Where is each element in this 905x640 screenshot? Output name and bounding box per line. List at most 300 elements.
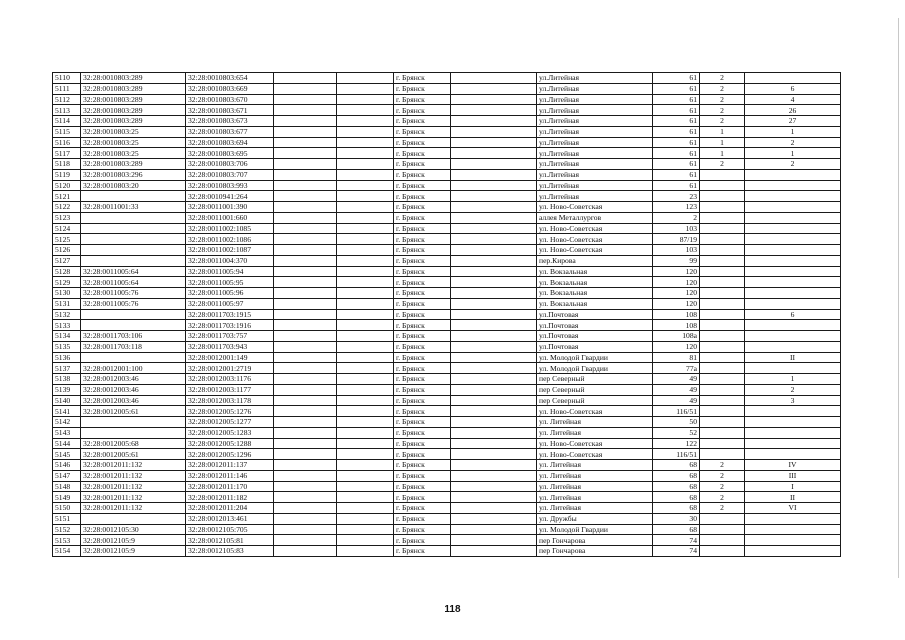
house-number-cell: 74 [653, 535, 700, 546]
row-number-cell: 5142 [53, 417, 81, 428]
street-cell: ул. Литейная [537, 417, 653, 428]
empty-cell [274, 363, 337, 374]
table-row [53, 266, 841, 277]
parcel-cadastral-number-cell: 32:28:0012011:132 [81, 470, 186, 481]
city-cell: г. Брянск [394, 288, 451, 299]
house-number-cell: 61 [653, 73, 700, 84]
empty-cell [337, 524, 394, 535]
empty-cell [274, 492, 337, 503]
letter-cell [745, 202, 841, 213]
table-row [53, 352, 841, 363]
row-number-cell: 5112 [53, 94, 81, 105]
building-cadastral-number-cell: 32:28:0012005:1283 [186, 427, 274, 438]
table-row [53, 94, 841, 105]
table-row [53, 470, 841, 481]
city-cell: г. Брянск [394, 223, 451, 234]
city-cell: г. Брянск [394, 535, 451, 546]
street-cell: ул.Литейная [537, 83, 653, 94]
street-cell: ул. Дружбы [537, 513, 653, 524]
empty-cell [337, 331, 394, 342]
table-row [53, 384, 841, 395]
empty-cell [451, 83, 537, 94]
city-cell: г. Брянск [394, 116, 451, 127]
building-number-cell [700, 202, 745, 213]
parcel-cadastral-number-cell: 32:28:0011005:64 [81, 277, 186, 288]
house-number-cell: 81 [653, 352, 700, 363]
row-number-cell: 5126 [53, 245, 81, 256]
house-number-cell: 49 [653, 395, 700, 406]
row-number-cell: 5128 [53, 266, 81, 277]
table-row [53, 427, 841, 438]
row-number-cell: 5122 [53, 202, 81, 213]
building-cadastral-number-cell: 32:28:0012013:461 [186, 513, 274, 524]
empty-cell [274, 73, 337, 84]
house-number-cell: 123 [653, 202, 700, 213]
street-cell: ул. Ново-Советская [537, 202, 653, 213]
empty-cell [337, 105, 394, 116]
letter-cell [745, 266, 841, 277]
city-cell: г. Брянск [394, 331, 451, 342]
building-number-cell: 2 [700, 83, 745, 94]
row-number-cell: 5151 [53, 513, 81, 524]
empty-cell [274, 438, 337, 449]
empty-cell [451, 449, 537, 460]
empty-cell [451, 406, 537, 417]
empty-cell [337, 320, 394, 331]
house-number-cell: 87/19 [653, 234, 700, 245]
parcel-cadastral-number-cell: 32:28:0010803:289 [81, 73, 186, 84]
letter-cell [745, 223, 841, 234]
building-number-cell: 2 [700, 481, 745, 492]
row-number-cell: 5137 [53, 363, 81, 374]
building-cadastral-number-cell: 32:28:0010803:654 [186, 73, 274, 84]
city-cell: г. Брянск [394, 298, 451, 309]
street-cell: ул.Литейная [537, 159, 653, 170]
table-row [53, 374, 841, 385]
building-number-cell [700, 309, 745, 320]
empty-cell [451, 513, 537, 524]
letter-cell [745, 277, 841, 288]
row-number-cell: 5131 [53, 298, 81, 309]
table-row [53, 524, 841, 535]
empty-cell [451, 223, 537, 234]
table-row [53, 363, 841, 374]
house-number-cell: 122 [653, 438, 700, 449]
empty-cell [451, 524, 537, 535]
row-number-cell: 5117 [53, 148, 81, 159]
street-cell: ул. Ново-Советская [537, 449, 653, 460]
empty-cell [274, 94, 337, 105]
letter-cell: 1 [745, 126, 841, 137]
empty-cell [274, 449, 337, 460]
parcel-cadastral-number-cell: 32:28:0011005:76 [81, 298, 186, 309]
parcel-cadastral-number-cell: 32:28:0011703:106 [81, 331, 186, 342]
empty-cell [451, 352, 537, 363]
letter-cell [745, 245, 841, 256]
parcel-cadastral-number-cell [81, 245, 186, 256]
empty-cell [274, 503, 337, 514]
letter-cell: III [745, 470, 841, 481]
empty-cell [337, 438, 394, 449]
building-cadastral-number-cell: 32:28:0012011:137 [186, 460, 274, 471]
empty-cell [337, 449, 394, 460]
letter-cell: 2 [745, 159, 841, 170]
empty-cell [337, 546, 394, 557]
letter-cell: IV [745, 460, 841, 471]
empty-cell [451, 341, 537, 352]
table-row [53, 148, 841, 159]
house-number-cell: 61 [653, 116, 700, 127]
parcel-cadastral-number-cell: 32:28:0010803:25 [81, 126, 186, 137]
building-number-cell: 2 [700, 159, 745, 170]
street-cell: ул. Молодой Гвардии [537, 363, 653, 374]
building-number-cell [700, 417, 745, 428]
empty-cell [451, 438, 537, 449]
house-number-cell: 120 [653, 288, 700, 299]
building-cadastral-number-cell: 32:28:0011002:1085 [186, 223, 274, 234]
city-cell: г. Брянск [394, 83, 451, 94]
building-number-cell [700, 438, 745, 449]
house-number-cell: 74 [653, 546, 700, 557]
city-cell: г. Брянск [394, 406, 451, 417]
building-cadastral-number-cell: 32:28:0010803:671 [186, 105, 274, 116]
empty-cell [274, 169, 337, 180]
empty-cell [451, 180, 537, 191]
house-number-cell: 68 [653, 503, 700, 514]
building-cadastral-number-cell: 32:28:0010803:673 [186, 116, 274, 127]
empty-cell [451, 105, 537, 116]
parcel-cadastral-number-cell: 32:28:0012005:61 [81, 449, 186, 460]
parcel-cadastral-number-cell: 32:28:0010803:20 [81, 180, 186, 191]
empty-cell [274, 395, 337, 406]
house-number-cell: 120 [653, 266, 700, 277]
empty-cell [451, 212, 537, 223]
building-number-cell [700, 255, 745, 266]
parcel-cadastral-number-cell: 32:28:0010803:296 [81, 169, 186, 180]
city-cell: г. Брянск [394, 309, 451, 320]
letter-cell: I [745, 481, 841, 492]
row-number-cell: 5116 [53, 137, 81, 148]
letter-cell [745, 288, 841, 299]
city-cell: г. Брянск [394, 395, 451, 406]
city-cell: г. Брянск [394, 320, 451, 331]
empty-cell [274, 105, 337, 116]
house-number-cell: 30 [653, 513, 700, 524]
empty-cell [337, 234, 394, 245]
city-cell: г. Брянск [394, 212, 451, 223]
building-cadastral-number-cell: 32:28:0011004:370 [186, 255, 274, 266]
row-number-cell: 5124 [53, 223, 81, 234]
house-number-cell: 120 [653, 298, 700, 309]
building-cadastral-number-cell: 32:28:0011703:943 [186, 341, 274, 352]
row-number-cell: 5140 [53, 395, 81, 406]
letter-cell [745, 438, 841, 449]
building-number-cell [700, 374, 745, 385]
street-cell: ул. Литейная [537, 460, 653, 471]
row-number-cell: 5111 [53, 83, 81, 94]
row-number-cell: 5119 [53, 169, 81, 180]
city-cell: г. Брянск [394, 438, 451, 449]
house-number-cell: 61 [653, 83, 700, 94]
city-cell: г. Брянск [394, 384, 451, 395]
building-cadastral-number-cell: 32:28:0012105:705 [186, 524, 274, 535]
parcel-cadastral-number-cell: 32:28:0010803:289 [81, 94, 186, 105]
row-number-cell: 5138 [53, 374, 81, 385]
letter-cell: 1 [745, 374, 841, 385]
empty-cell [451, 395, 537, 406]
building-cadastral-number-cell: 32:28:0012011:146 [186, 470, 274, 481]
building-number-cell [700, 212, 745, 223]
table-row [53, 309, 841, 320]
building-number-cell [700, 234, 745, 245]
building-cadastral-number-cell: 32:28:0012005:1276 [186, 406, 274, 417]
empty-cell [337, 266, 394, 277]
empty-cell [451, 266, 537, 277]
table-row [53, 288, 841, 299]
empty-cell [337, 137, 394, 148]
empty-cell [337, 352, 394, 363]
empty-cell [274, 341, 337, 352]
building-number-cell: 2 [700, 470, 745, 481]
registry-table-body [53, 73, 841, 557]
street-cell: ул. Литейная [537, 481, 653, 492]
empty-cell [451, 503, 537, 514]
building-cadastral-number-cell: 32:28:0012001:2719 [186, 363, 274, 374]
house-number-cell: 49 [653, 384, 700, 395]
empty-cell [451, 191, 537, 202]
empty-cell [337, 374, 394, 385]
city-cell: г. Брянск [394, 105, 451, 116]
row-number-cell: 5118 [53, 159, 81, 170]
letter-cell [745, 363, 841, 374]
empty-cell [451, 535, 537, 546]
empty-cell [451, 374, 537, 385]
empty-cell [451, 470, 537, 481]
building-number-cell [700, 331, 745, 342]
building-cadastral-number-cell: 32:28:0012005:1277 [186, 417, 274, 428]
letter-cell [745, 298, 841, 309]
empty-cell [274, 126, 337, 137]
table-row [53, 116, 841, 127]
city-cell: г. Брянск [394, 417, 451, 428]
empty-cell [274, 470, 337, 481]
street-cell: пер Гончарова [537, 535, 653, 546]
parcel-cadastral-number-cell: 32:28:0012003:46 [81, 374, 186, 385]
empty-cell [451, 492, 537, 503]
street-cell: ул.Литейная [537, 105, 653, 116]
building-cadastral-number-cell: 32:28:0012001:149 [186, 352, 274, 363]
empty-cell [274, 481, 337, 492]
parcel-cadastral-number-cell: 32:28:0012005:61 [81, 406, 186, 417]
parcel-cadastral-number-cell [81, 223, 186, 234]
building-number-cell [700, 180, 745, 191]
empty-cell [451, 384, 537, 395]
city-cell: г. Брянск [394, 126, 451, 137]
street-cell: ул.Литейная [537, 126, 653, 137]
empty-cell [274, 417, 337, 428]
building-cadastral-number-cell: 32:28:0010803:706 [186, 159, 274, 170]
parcel-cadastral-number-cell [81, 417, 186, 428]
building-cadastral-number-cell: 32:28:0012003:1178 [186, 395, 274, 406]
building-cadastral-number-cell: 32:28:0012005:1296 [186, 449, 274, 460]
building-cadastral-number-cell: 32:28:0011703:1915 [186, 309, 274, 320]
table-row [53, 105, 841, 116]
row-number-cell: 5114 [53, 116, 81, 127]
letter-cell [745, 341, 841, 352]
table-row [53, 460, 841, 471]
letter-cell [745, 524, 841, 535]
street-cell: пер Гончарова [537, 546, 653, 557]
city-cell: г. Брянск [394, 449, 451, 460]
street-cell: ул. Вокзальная [537, 266, 653, 277]
building-cadastral-number-cell: 32:28:0010803:670 [186, 94, 274, 105]
house-number-cell: 116/51 [653, 449, 700, 460]
building-cadastral-number-cell: 32:28:0012003:1176 [186, 374, 274, 385]
empty-cell [451, 234, 537, 245]
scan-edge-line [898, 18, 899, 578]
street-cell: ул. Вокзальная [537, 277, 653, 288]
table-row [53, 255, 841, 266]
empty-cell [274, 202, 337, 213]
empty-cell [451, 363, 537, 374]
row-number-cell: 5110 [53, 73, 81, 84]
house-number-cell: 108 [653, 320, 700, 331]
empty-cell [337, 535, 394, 546]
city-cell: г. Брянск [394, 470, 451, 481]
table-row [53, 137, 841, 148]
building-cadastral-number-cell: 32:28:0010803:695 [186, 148, 274, 159]
parcel-cadastral-number-cell [81, 234, 186, 245]
parcel-cadastral-number-cell: 32:28:0011005:76 [81, 288, 186, 299]
table-row [53, 546, 841, 557]
empty-cell [451, 73, 537, 84]
building-number-cell: 1 [700, 126, 745, 137]
parcel-cadastral-number-cell [81, 352, 186, 363]
empty-cell [337, 492, 394, 503]
street-cell: ул.Литейная [537, 169, 653, 180]
house-number-cell: 120 [653, 341, 700, 352]
letter-cell: VI [745, 503, 841, 514]
row-number-cell: 5148 [53, 481, 81, 492]
city-cell: г. Брянск [394, 148, 451, 159]
house-number-cell: 61 [653, 180, 700, 191]
row-number-cell: 5123 [53, 212, 81, 223]
empty-cell [451, 202, 537, 213]
letter-cell: 4 [745, 94, 841, 105]
building-cadastral-number-cell: 32:28:0010803:677 [186, 126, 274, 137]
row-number-cell: 5132 [53, 309, 81, 320]
parcel-cadastral-number-cell [81, 513, 186, 524]
empty-cell [274, 223, 337, 234]
empty-cell [451, 417, 537, 428]
house-number-cell: 23 [653, 191, 700, 202]
empty-cell [337, 159, 394, 170]
empty-cell [274, 159, 337, 170]
letter-cell [745, 191, 841, 202]
street-cell: ул.Почтовая [537, 309, 653, 320]
house-number-cell: 61 [653, 126, 700, 137]
table-row [53, 169, 841, 180]
building-cadastral-number-cell: 32:28:0012005:1288 [186, 438, 274, 449]
building-number-cell [700, 352, 745, 363]
row-number-cell: 5153 [53, 535, 81, 546]
letter-cell: II [745, 352, 841, 363]
row-number-cell: 5150 [53, 503, 81, 514]
parcel-cadastral-number-cell: 32:28:0012005:68 [81, 438, 186, 449]
parcel-cadastral-number-cell: 32:28:0012105:9 [81, 535, 186, 546]
table-row [53, 438, 841, 449]
empty-cell [451, 298, 537, 309]
table-row [53, 395, 841, 406]
row-number-cell: 5141 [53, 406, 81, 417]
table-row [53, 298, 841, 309]
table-row [53, 277, 841, 288]
empty-cell [337, 191, 394, 202]
building-number-cell [700, 341, 745, 352]
empty-cell [451, 137, 537, 148]
parcel-cadastral-number-cell: 32:28:0012011:132 [81, 481, 186, 492]
empty-cell [274, 524, 337, 535]
empty-cell [337, 341, 394, 352]
empty-cell [451, 94, 537, 105]
house-number-cell: 61 [653, 169, 700, 180]
letter-cell: 6 [745, 83, 841, 94]
street-cell: ул. Литейная [537, 427, 653, 438]
row-number-cell: 5149 [53, 492, 81, 503]
street-cell: ул. Ново-Советская [537, 406, 653, 417]
letter-cell [745, 180, 841, 191]
letter-cell: 2 [745, 137, 841, 148]
building-number-cell [700, 245, 745, 256]
city-cell: г. Брянск [394, 427, 451, 438]
city-cell: г. Брянск [394, 255, 451, 266]
empty-cell [274, 546, 337, 557]
table-row [53, 406, 841, 417]
row-number-cell: 5133 [53, 320, 81, 331]
empty-cell [274, 298, 337, 309]
building-cadastral-number-cell: 32:28:0012105:83 [186, 546, 274, 557]
city-cell: г. Брянск [394, 169, 451, 180]
row-number-cell: 5147 [53, 470, 81, 481]
house-number-cell: 120 [653, 277, 700, 288]
empty-cell [274, 406, 337, 417]
empty-cell [274, 384, 337, 395]
empty-cell [451, 245, 537, 256]
table-row [53, 245, 841, 256]
row-number-cell: 5125 [53, 234, 81, 245]
city-cell: г. Брянск [394, 137, 451, 148]
empty-cell [337, 384, 394, 395]
building-number-cell [700, 449, 745, 460]
street-cell: ул. Ново-Советская [537, 234, 653, 245]
city-cell: г. Брянск [394, 481, 451, 492]
city-cell: г. Брянск [394, 73, 451, 84]
empty-cell [337, 513, 394, 524]
empty-cell [337, 180, 394, 191]
letter-cell [745, 73, 841, 84]
empty-cell [451, 427, 537, 438]
letter-cell [745, 513, 841, 524]
empty-cell [274, 245, 337, 256]
street-cell: пер Северный [537, 384, 653, 395]
street-cell: ул.Почтовая [537, 320, 653, 331]
table-row [53, 202, 841, 213]
table-row [53, 417, 841, 428]
table-row [53, 503, 841, 514]
empty-cell [451, 116, 537, 127]
empty-cell [337, 116, 394, 127]
street-cell: ул. Литейная [537, 492, 653, 503]
